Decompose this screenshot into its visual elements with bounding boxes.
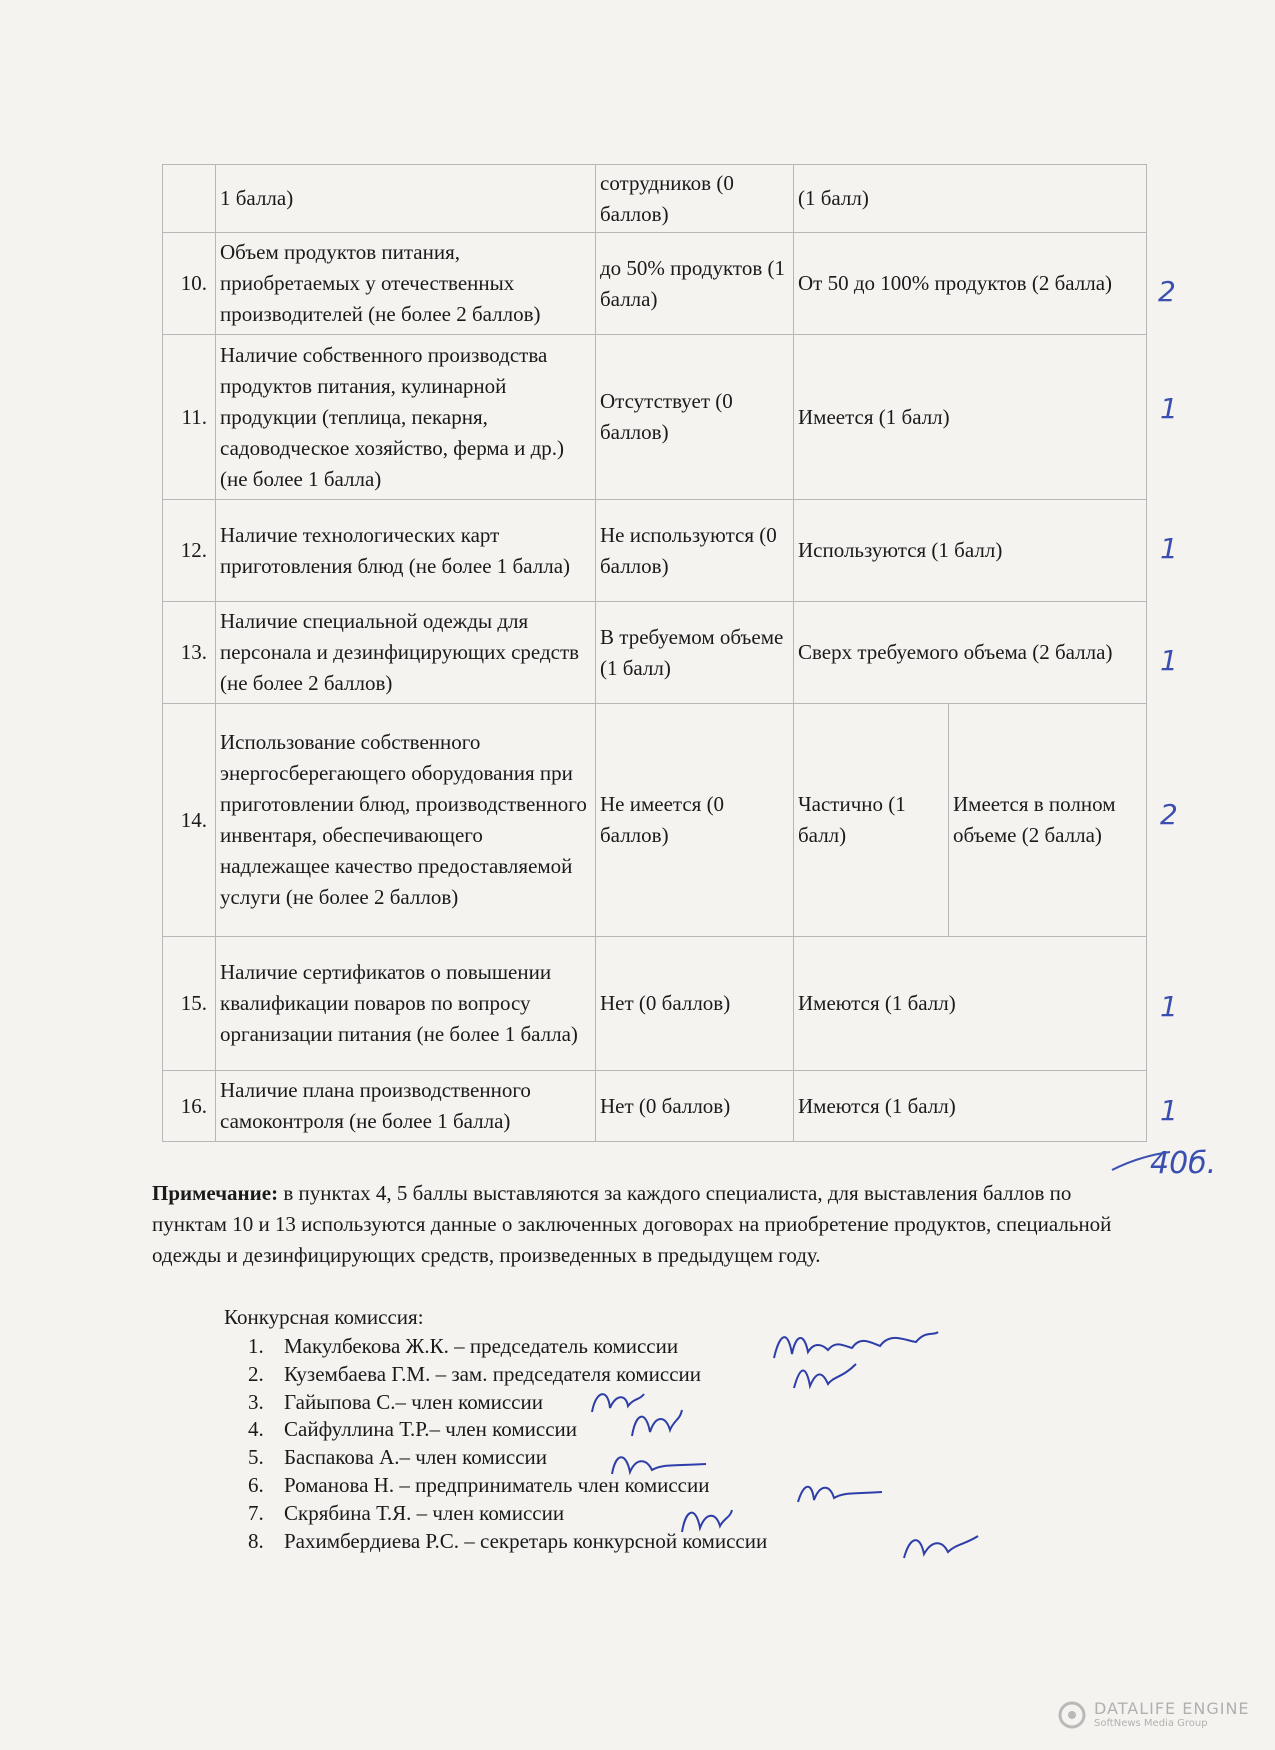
table-row [163, 500, 1147, 602]
member-text: Макулбекова Ж.К. – председатель комиссии [284, 1334, 679, 1358]
signature-image [626, 1402, 684, 1446]
watermark [1058, 1700, 1250, 1730]
note-paragraph [152, 1178, 1142, 1271]
watermark-subtitle: SoftNews Media Group [1094, 1718, 1208, 1729]
criterion-cell: 1 балла) [216, 165, 596, 233]
table-row [163, 937, 1147, 1071]
option-cell: Не имеется (0 баллов) [596, 704, 794, 937]
option-cell: Используются (1 балл) [794, 500, 1147, 602]
table-row [163, 1071, 1147, 1142]
criterion-cell: Наличие сертификатов о повышении квалификации поваров по вопросу организации питания (не более 1 балла) [216, 937, 596, 1071]
option-cell: сотрудников (0 баллов) [596, 165, 794, 233]
handwritten-score: 1 [1160, 990, 1178, 1023]
total-score: 40б. [1150, 1146, 1217, 1181]
option-cell: (1 балл) [794, 165, 1147, 233]
table-row [163, 233, 1147, 335]
member-text: Гайыпова С.– член комиссии [284, 1389, 543, 1414]
option-cell: Имеются (1 балл) [794, 937, 1147, 1071]
handwritten-score: 1 [1160, 392, 1178, 425]
signature-image [790, 1358, 860, 1398]
member-text: Сайфуллина Т.Р.– член комиссии [284, 1417, 577, 1442]
handwritten-score: 1 [1160, 1094, 1178, 1127]
option-cell: Частично (1 балл) [794, 704, 949, 937]
row-number [163, 165, 216, 233]
table-row [163, 165, 1147, 233]
handwritten-score: 1 [1160, 532, 1178, 565]
option-cell: Не используются (0 баллов) [596, 500, 794, 602]
list-item [248, 1333, 767, 1361]
signature-image [794, 1476, 884, 1510]
criterion-cell: Наличие технологических карт приготовления блюд (не более 1 балла) [216, 500, 596, 602]
row-number: 14. [163, 704, 216, 937]
member-index: 3. [248, 1389, 264, 1414]
signature-image [676, 1500, 736, 1540]
row-number: 15. [163, 937, 216, 1071]
criterion-cell: Объем продуктов питания, приобретаемых у отечественных производителей (не более 2 баллов) [216, 233, 596, 335]
member-index: 2. [248, 1361, 264, 1386]
table-row [163, 602, 1147, 704]
note-text: в пунктах 4, 5 баллы выставляются за каждого специалиста, для выставления баллов по пунктам 10 и 13 используются данные о заключенных договорах на приобретение продуктов, специальной одежды и дезинфицирующих средств, произведенных в предыдущем году. [152, 1181, 1112, 1267]
option-cell: Сверх требуемого объема (2 балла) [794, 602, 1147, 704]
handwritten-score: 2 [1160, 798, 1178, 831]
table-row [163, 335, 1147, 500]
member-index: 5. [248, 1445, 264, 1470]
datalife-logo-icon [1058, 1701, 1086, 1729]
signature-image [900, 1528, 980, 1564]
note-label: Примечание: [152, 1181, 279, 1205]
list-item [248, 1389, 767, 1417]
table-row [163, 704, 1147, 937]
option-cell: до 50% продуктов (1 балла) [596, 233, 794, 335]
option-cell: Имеются (1 балл) [794, 1071, 1147, 1142]
option-cell: Имеется в полном объеме (2 балла) [949, 704, 1147, 937]
member-index: 1. [248, 1334, 264, 1358]
member-text: Кузембаева Г.М. – зам. председателя комиссии [284, 1361, 702, 1386]
member-text: Баспакова А.– член комиссии [284, 1445, 548, 1470]
member-text: Романова Н. – предприниматель член комиссии [284, 1472, 710, 1497]
option-cell: Нет (0 баллов) [596, 1071, 794, 1142]
member-text: Скрябина Т.Я. – член комиссии [284, 1500, 565, 1525]
member-index: 7. [248, 1500, 264, 1525]
member-index: 6. [248, 1472, 264, 1497]
commission-heading: Конкурсная комиссия: [224, 1305, 424, 1329]
list-item [248, 1361, 767, 1389]
option-cell: В требуемом объеме (1 балл) [596, 602, 794, 704]
option-cell: Имеется (1 балл) [794, 335, 1147, 500]
criterion-cell: Наличие специальной одежды для персонала и дезинфицирующих средств (не более 2 баллов) [216, 602, 596, 704]
option-cell: Отсутствует (0 баллов) [596, 335, 794, 500]
row-number: 11. [163, 335, 216, 500]
signature-image [608, 1446, 708, 1482]
option-cell: От 50 до 100% продуктов (2 балла) [794, 233, 1147, 335]
criterion-cell: Наличие плана производственного самоконтроля (не более 1 балла) [216, 1071, 596, 1142]
row-number: 13. [163, 602, 216, 704]
list-item [248, 1416, 767, 1444]
handwritten-score: 2 [1158, 275, 1176, 308]
option-cell: Нет (0 баллов) [596, 937, 794, 1071]
member-index: 8. [248, 1528, 264, 1553]
handwritten-score: 1 [1160, 644, 1178, 677]
criterion-cell: Наличие собственного производства продуктов питания, кулинарной продукции (теплица, пекарня, садоводческое хозяйство, ферма и др.) (не более 1 балла) [216, 335, 596, 500]
criteria-table [162, 164, 1147, 1142]
criterion-cell: Использование собственного энергосберегающего оборудования при приготовлении блюд, производственного инвентаря, обеспечивающего надлежащее качество предоставляемой услуги (не более 2 баллов) [216, 704, 596, 937]
member-index: 4. [248, 1417, 264, 1442]
watermark-title: DATALIFE ENGINE [1094, 1699, 1250, 1718]
row-number: 12. [163, 500, 216, 602]
row-number: 10. [163, 233, 216, 335]
row-number: 16. [163, 1071, 216, 1142]
member-text: Рахимбердиева Р.С. – секретарь конкурсной комиссии [284, 1528, 768, 1553]
